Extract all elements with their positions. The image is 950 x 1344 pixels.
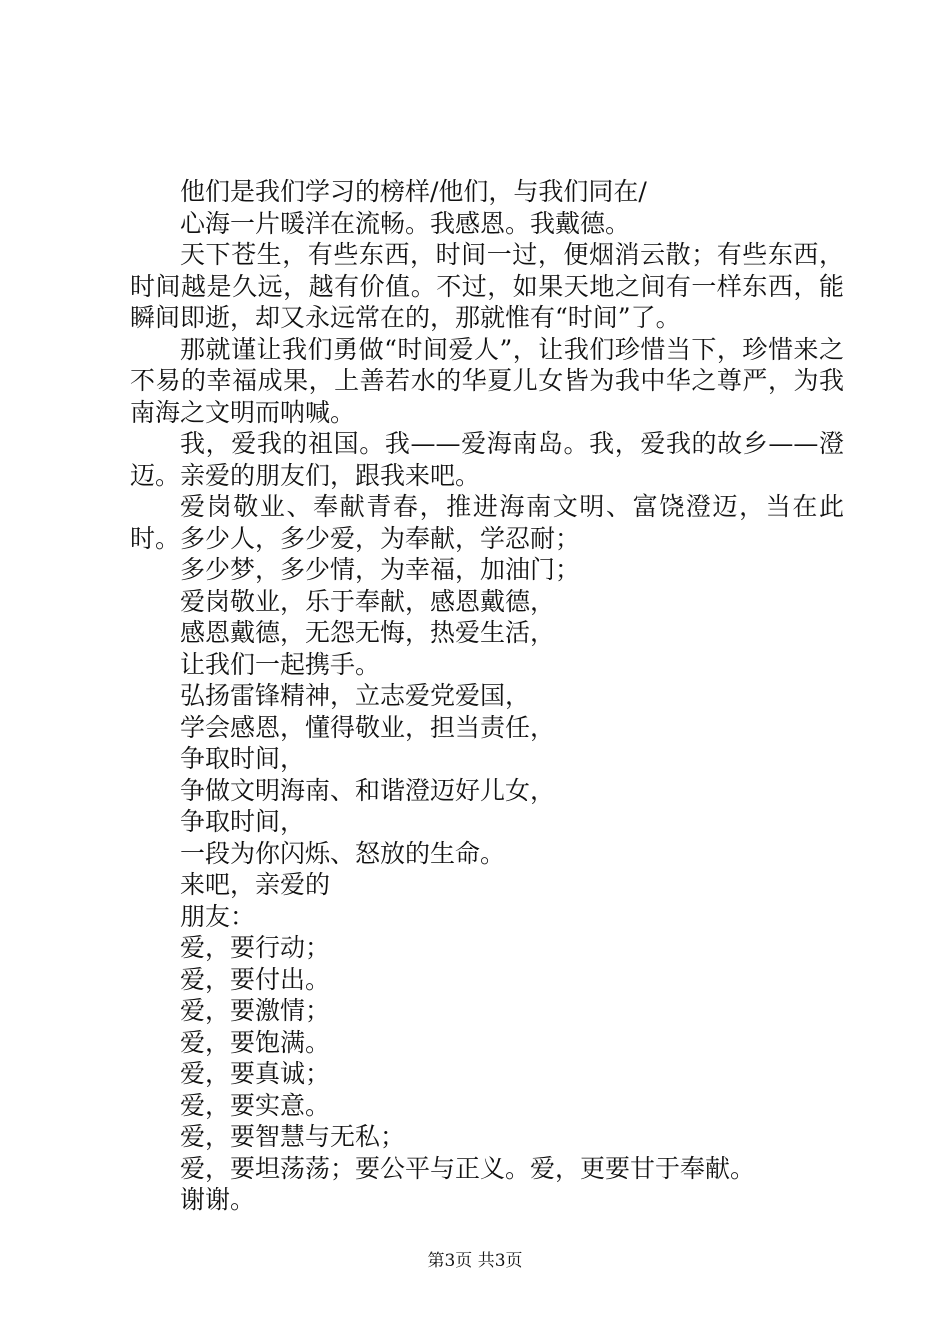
paragraph: 我，爱我的祖国。我——爱海南岛。我，爱我的故乡——澄迈。亲爱的朋友们，跟我来吧。: [130, 429, 844, 490]
paragraph: 爱，要激情；: [180, 996, 331, 1025]
paragraph: 争做文明海南、和谐澄迈好儿女，: [180, 775, 556, 805]
paragraph: 爱岗敬业、奉献青春，推进海南文明、富饶澄迈，当在此时。多少人，多少爱，为奉献，学忍耐；: [130, 492, 844, 553]
paragraph: 爱，要饱满。: [180, 1027, 331, 1057]
paragraph: 心海一片暖洋在流畅。我感恩。我戴德。: [180, 208, 631, 238]
paragraph: 学会感恩，懂得敬业，担当责任，: [180, 712, 556, 742]
paragraph: 爱，要坦荡荡；要公平与正义。爱，更要甘于奉献。: [180, 1153, 756, 1183]
paragraph: 让我们一起携手。: [180, 649, 381, 679]
paragraph: 爱，要实意。: [180, 1090, 331, 1120]
paragraph: 爱，要真诚；: [180, 1059, 331, 1088]
paragraph: 天下苍生，有些东西，时间一过，便烟消云散；有些东西，时间越是久远，越有价值。不过，如果天地之间有一样东西，能瞬间即逝，却又永远常在的，那就惟有“时间”了。: [130, 240, 844, 332]
page-number-footer: 第3页 共3页: [427, 1251, 523, 1271]
paragraph: 多少梦，多少情，为幸福，加油门；: [180, 555, 581, 584]
document-body: [130, 176, 844, 1216]
paragraph: 朋友：: [180, 901, 256, 931]
paragraph: 他们是我们学习的榜样/他们，与我们同在/: [180, 177, 647, 206]
paragraph: 爱岗敬业，乐于奉献，感恩戴德，: [180, 586, 556, 616]
paragraph: 弘扬雷锋精神，立志爱党爱国，: [180, 681, 531, 710]
paragraph: 一段为你闪烁、怒放的生命。: [180, 838, 506, 868]
paragraph: 来吧，亲爱的: [180, 870, 331, 899]
paragraph: 感恩戴德，无怨无悔，热爱生活，: [180, 618, 556, 647]
paragraph: 谢谢。: [180, 1185, 256, 1214]
paragraph: 争取时间，: [180, 807, 306, 836]
paragraph: 爱，要智慧与无私；: [180, 1122, 406, 1151]
paragraph: 争取时间，: [180, 744, 306, 773]
paragraph: 那就谨让我们勇做“时间爱人”，让我们珍惜当下，珍惜来之不易的幸福成果，上善若水的华夏儿女皆为我中华之尊严，为我南海之文明而呐喊。: [130, 334, 844, 427]
paragraph: 爱，要付出。: [180, 964, 331, 994]
paragraph: 爱，要行动；: [180, 933, 331, 962]
